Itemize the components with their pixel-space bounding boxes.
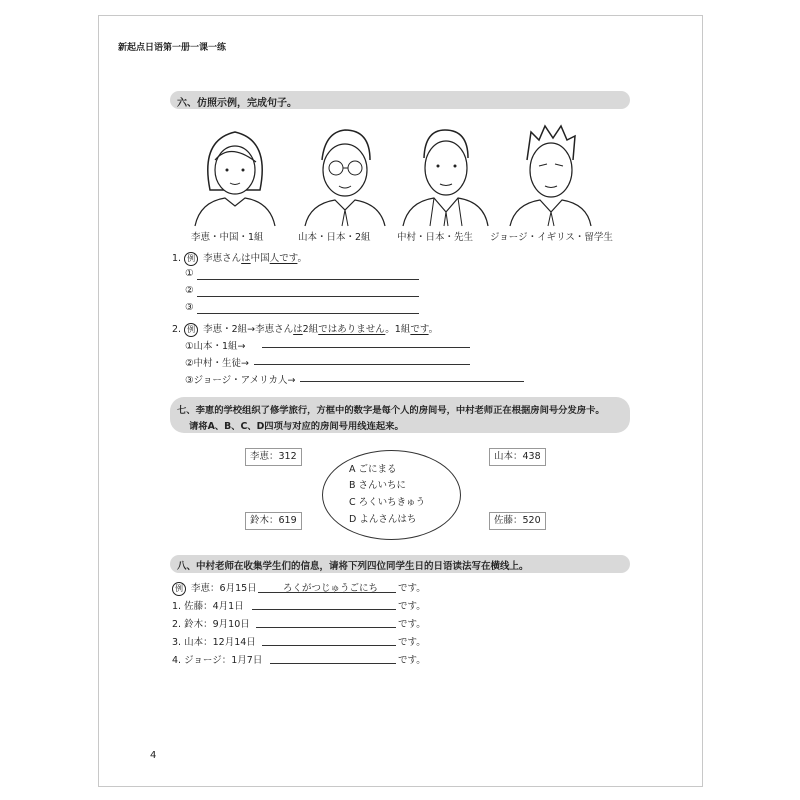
- room-box-yamamoto[interactable]: 山本：438: [489, 448, 546, 466]
- s8-item-1: 1. 佐藤：4月1日: [172, 601, 244, 612]
- s8-example-line: [258, 592, 396, 593]
- room-box-lihui[interactable]: 李恵：312: [245, 448, 302, 466]
- s8-suffix-3: です。: [398, 637, 426, 648]
- example-mark: 例: [184, 252, 198, 266]
- q1-answer-line-2[interactable]: [197, 296, 419, 297]
- example-mark: 例: [172, 582, 186, 596]
- option-d[interactable]: D よんさんはち: [349, 514, 417, 525]
- s8-item-4: 4. ジョージ：1月7日: [172, 655, 263, 666]
- s8-answer-line-4[interactable]: [270, 663, 396, 664]
- room-box-suzuki[interactable]: 鈴木：619: [245, 512, 302, 530]
- section-7-title-line2: 请将A、B、C、D四项与对应的房间号用线连起来。: [189, 421, 404, 432]
- room-box-sato[interactable]: 佐藤：520: [489, 512, 546, 530]
- nakamura-portrait: [400, 120, 490, 226]
- q2-answer-line-2[interactable]: [254, 364, 470, 365]
- s8-answer-line-3[interactable]: [262, 645, 396, 646]
- figure-label-lihui: 李恵・中国・1組: [191, 232, 264, 243]
- figure-label-nakamura: 中村・日本・先生: [397, 232, 474, 243]
- george-portrait: [505, 120, 595, 226]
- q1-blank-1-label: ①: [185, 268, 194, 279]
- q1-example: 1. 例 李恵さんは中国人です。: [172, 253, 307, 264]
- example-mark: 例: [184, 323, 198, 337]
- s8-suffix-2: です。: [398, 619, 426, 630]
- page-number: 4: [150, 750, 157, 761]
- s8-suffix-1: です。: [398, 601, 426, 612]
- page-header: 新起点日语第一册一课一练: [118, 43, 227, 53]
- yamamoto-portrait: [300, 120, 390, 226]
- q2-item-2: ②中村・生徒→: [185, 358, 249, 369]
- s8-item-3: 3. 山本：12月14日: [172, 637, 256, 648]
- s8-answer-line-1[interactable]: [252, 609, 396, 610]
- s8-suffix-4: です。: [398, 655, 426, 666]
- q2-item-3: ③ジョージ・アメリカ人→: [185, 375, 296, 386]
- q1-answer-line-1[interactable]: [197, 279, 419, 280]
- s8-example-answer: ろくがつじゅうごにち: [283, 583, 379, 594]
- q2-answer-line-1[interactable]: [262, 347, 470, 348]
- s8-item-2: 2. 鈴木：9月10日: [172, 619, 250, 630]
- figure-label-yamamoto: 山本・日本・2組: [298, 232, 371, 243]
- s8-example: 例 李恵：6月15日: [172, 580, 257, 596]
- figure-label-george: ジョージ・イギリス・留学生: [490, 232, 613, 243]
- q1-blank-2-label: ②: [185, 285, 194, 296]
- q1-blank-3-label: ③: [185, 302, 194, 313]
- lihui-portrait: [190, 120, 280, 226]
- option-a[interactable]: A ごにまる: [349, 464, 397, 475]
- section-8-title: 八、中村老师在收集学生们的信息，请将下列四位同学生日的日语读法写在横线上。: [177, 561, 529, 572]
- q2-example: 2. 例 李恵・2組→李恵さんは2組ではありません。1組です。: [172, 324, 439, 335]
- q1-answer-line-3[interactable]: [197, 313, 419, 314]
- s8-answer-line-2[interactable]: [256, 627, 396, 628]
- section-6-title: 六、仿照示例，完成句子。: [177, 98, 297, 109]
- section-7-title-line1: 七、李恵的学校组织了修学旅行，方框中的数字是每个人的房间号，中村老师正在根据房间号分发房卡。: [177, 405, 605, 416]
- s8-example-suffix: です。: [398, 583, 426, 594]
- q2-item-1: ①山本・1組→: [185, 341, 246, 352]
- q2-answer-line-3[interactable]: [300, 381, 524, 382]
- option-b[interactable]: B さんいちに: [349, 480, 407, 491]
- option-c[interactable]: C ろくいちきゅう: [349, 497, 426, 508]
